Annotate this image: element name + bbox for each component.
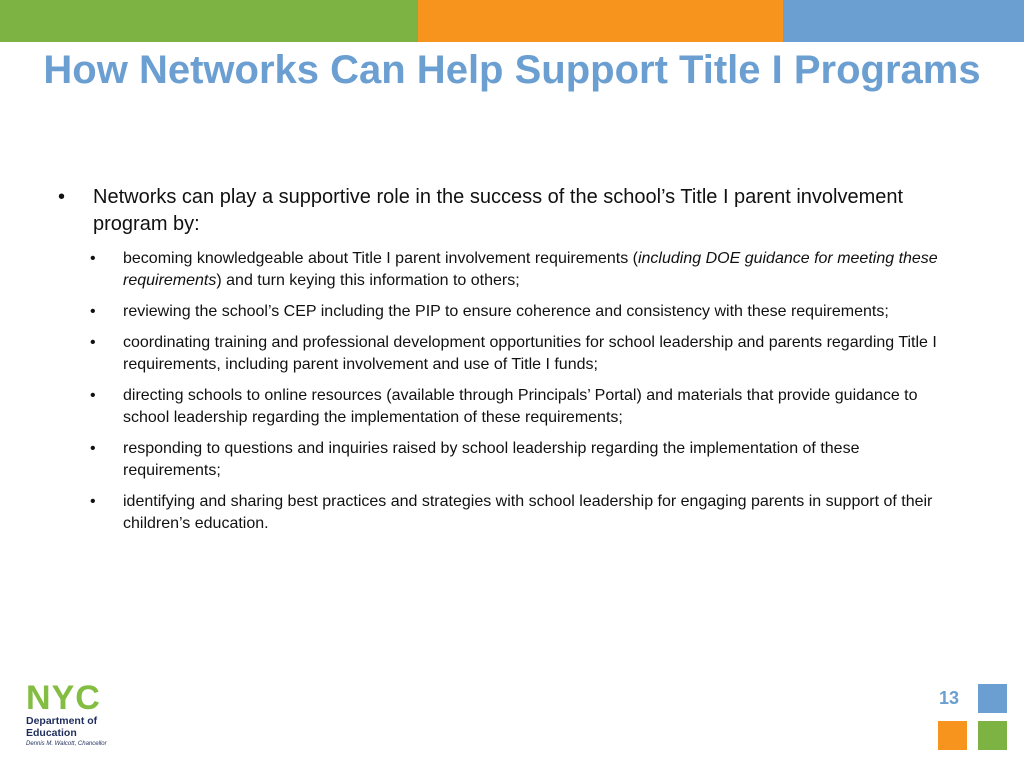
department-line1: Department of [26,715,98,727]
sub-bullet-item [90,491,958,535]
main-bullet [58,184,958,238]
nyc-doe-logo [26,679,146,749]
top-bar-blue-segment [783,0,1024,42]
top-color-bar [0,0,1024,42]
bullet-glyph: • [90,387,96,404]
sub-bullet-item [90,438,958,482]
sub-bullet-text-italic: including DOE guidance for meeting these requirements [123,250,938,289]
corner-square-green [978,721,1007,750]
bullet-glyph: • [90,440,96,457]
sub-bullet-list [90,248,958,535]
bullet-glyph: • [90,303,96,320]
corner-square-blue [978,684,1007,713]
slide-title: How Networks Can Help Support Title I Programs [43,48,981,92]
logo-letter: N [26,679,50,717]
bullet-glyph: • [90,250,96,267]
top-bar-orange-segment [418,0,783,42]
bullet-glyph: • [58,186,66,208]
top-bar-green-segment [0,0,418,42]
sub-bullet-item [90,385,958,429]
sub-bullet-text: reviewing the school’s CEP including the PIP to ensure coherence and consistency with these requirements; [123,303,889,320]
sub-bullet-item [90,301,958,323]
slide-body [58,184,958,544]
page-number: 13 [938,688,960,708]
bullet-glyph: • [90,493,96,510]
logo-letter: Y [51,679,74,717]
logo-letter: C [75,679,99,717]
sub-bullet-text: identifying and sharing best practices and strategies with school leadership for engaging parents in support of their children’s education. [123,493,933,532]
sub-bullet-item [90,248,958,292]
sub-bullet-text: coordinating training and professional development opportunities for school leadership and parents regarding Title I requirements, including parent involvement and use of Title I funds; [123,334,937,373]
sub-bullet-text: directing schools to online resources (available through Principals’ Portal) and materials that provide guidance to school leadership regarding the implementation of these requirements; [123,387,918,426]
corner-square-orange [938,721,967,750]
department-name [26,715,146,739]
sub-bullet-text [123,248,953,292]
sub-bullet-text: responding to questions and inquiries raised by school leadership regarding the implementation of these requirements; [123,440,860,479]
sub-bullet-text-before: becoming knowledgeable about Title I parent involvement requirements ( [123,250,638,267]
nyc-letters [26,679,146,717]
chancellor-name: Dennis M. Walcott, Chancellor [26,741,107,747]
department-line2: Education [26,727,77,739]
main-bullet-text: Networks can play a supportive role in the success of the school’s Title I parent involvement program by: [93,186,904,235]
sub-bullet-text-after: ) and turn keying this information to others; [216,272,520,289]
sub-bullet-item [90,332,958,376]
bullet-glyph: • [90,334,96,351]
